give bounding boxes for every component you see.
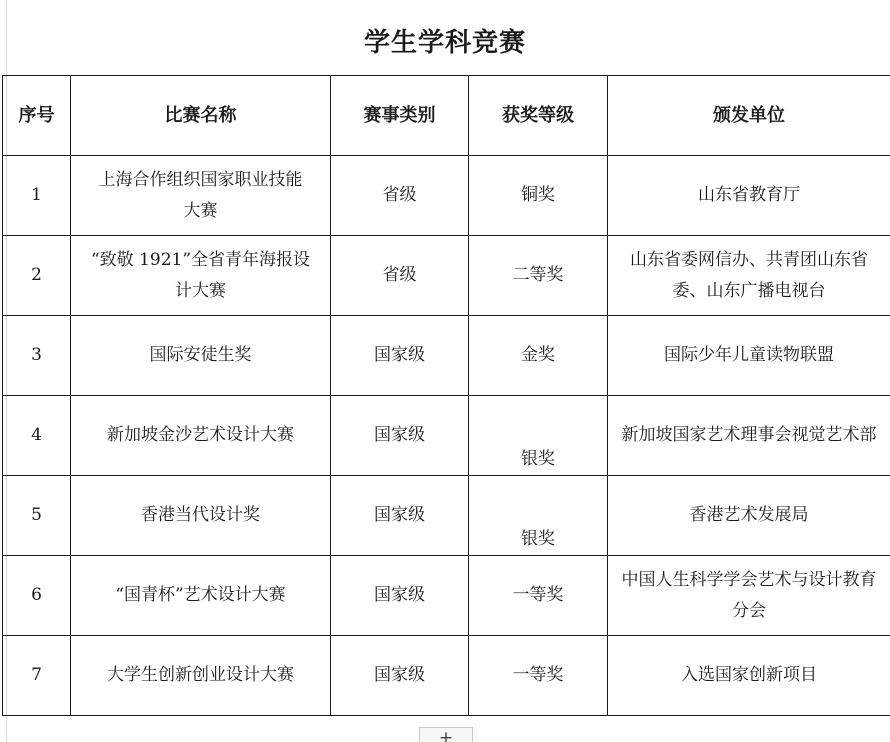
cell-competition-name[interactable]: 国际安徒生奖 [71, 316, 331, 396]
cell-issuer[interactable]: 新加坡国家艺术理事会视觉艺术部 [608, 396, 890, 476]
header-issuer: 颁发单位 [608, 76, 890, 156]
cell-number[interactable]: 7 [3, 636, 71, 716]
cell-award-level[interactable]: 二等奖 [469, 236, 608, 316]
header-award-level: 获奖等级 [469, 76, 608, 156]
cell-category[interactable]: 省级 [331, 156, 469, 236]
cell-issuer[interactable]: 中国人生科学学会艺术与设计教育分会 [608, 556, 890, 636]
table-header-row [3, 76, 890, 156]
cell-category[interactable]: 国家级 [331, 476, 469, 556]
table-row [3, 556, 890, 636]
cell-category[interactable]: 国家级 [331, 396, 469, 476]
table-row [3, 236, 890, 316]
table-row [3, 636, 890, 716]
cell-competition-name[interactable]: “致敬 1921”全省青年海报设计大赛 [71, 236, 331, 316]
add-row-button[interactable] [419, 727, 473, 742]
table-row [3, 316, 890, 396]
cell-category[interactable]: 省级 [331, 236, 469, 316]
cell-issuer[interactable]: 国际少年儿童读物联盟 [608, 316, 890, 396]
cell-award-level[interactable]: 金奖 [469, 316, 608, 396]
cell-number[interactable]: 4 [3, 396, 71, 476]
cell-number[interactable]: 1 [3, 156, 71, 236]
cell-award-level[interactable]: 银奖 [469, 476, 608, 556]
cell-issuer[interactable]: 山东省教育厅 [608, 156, 890, 236]
competition-table [2, 75, 890, 716]
cell-category[interactable]: 国家级 [331, 556, 469, 636]
cell-category[interactable]: 国家级 [331, 316, 469, 396]
cell-number[interactable]: 5 [3, 476, 71, 556]
cell-competition-name[interactable]: “国青杯”艺术设计大赛 [71, 556, 331, 636]
cell-number[interactable]: 2 [3, 236, 71, 316]
cell-award-level[interactable]: 一等奖 [469, 636, 608, 716]
cell-number[interactable]: 3 [3, 316, 71, 396]
cell-competition-name[interactable]: 香港当代设计奖 [71, 476, 331, 556]
cell-award-level[interactable]: 铜奖 [469, 156, 608, 236]
table-row [3, 396, 890, 476]
header-number: 序号 [3, 76, 71, 156]
header-category: 赛事类别 [331, 76, 469, 156]
cell-category[interactable]: 国家级 [331, 636, 469, 716]
document-title: 学生学科竞赛 [363, 28, 526, 58]
cell-award-level[interactable]: 银奖 [469, 396, 608, 476]
cell-award-level[interactable]: 一等奖 [469, 556, 608, 636]
header-competition-name: 比赛名称 [71, 76, 331, 156]
cell-issuer[interactable]: 山东省委网信办、共青团山东省委、山东广播电视台 [608, 236, 890, 316]
cell-issuer[interactable]: 香港艺术发展局 [608, 476, 890, 556]
plus-icon: + [438, 728, 454, 742]
cell-competition-name[interactable]: 上海合作组织国家职业技能大赛 [71, 156, 331, 236]
cell-issuer[interactable]: 入选国家创新项目 [608, 636, 890, 716]
table-row [3, 156, 890, 236]
cell-competition-name[interactable]: 大学生创新创业设计大赛 [71, 636, 331, 716]
cell-competition-name[interactable]: 新加坡金沙艺术设计大赛 [71, 396, 331, 476]
table-row [3, 476, 890, 556]
cell-number[interactable]: 6 [3, 556, 71, 636]
